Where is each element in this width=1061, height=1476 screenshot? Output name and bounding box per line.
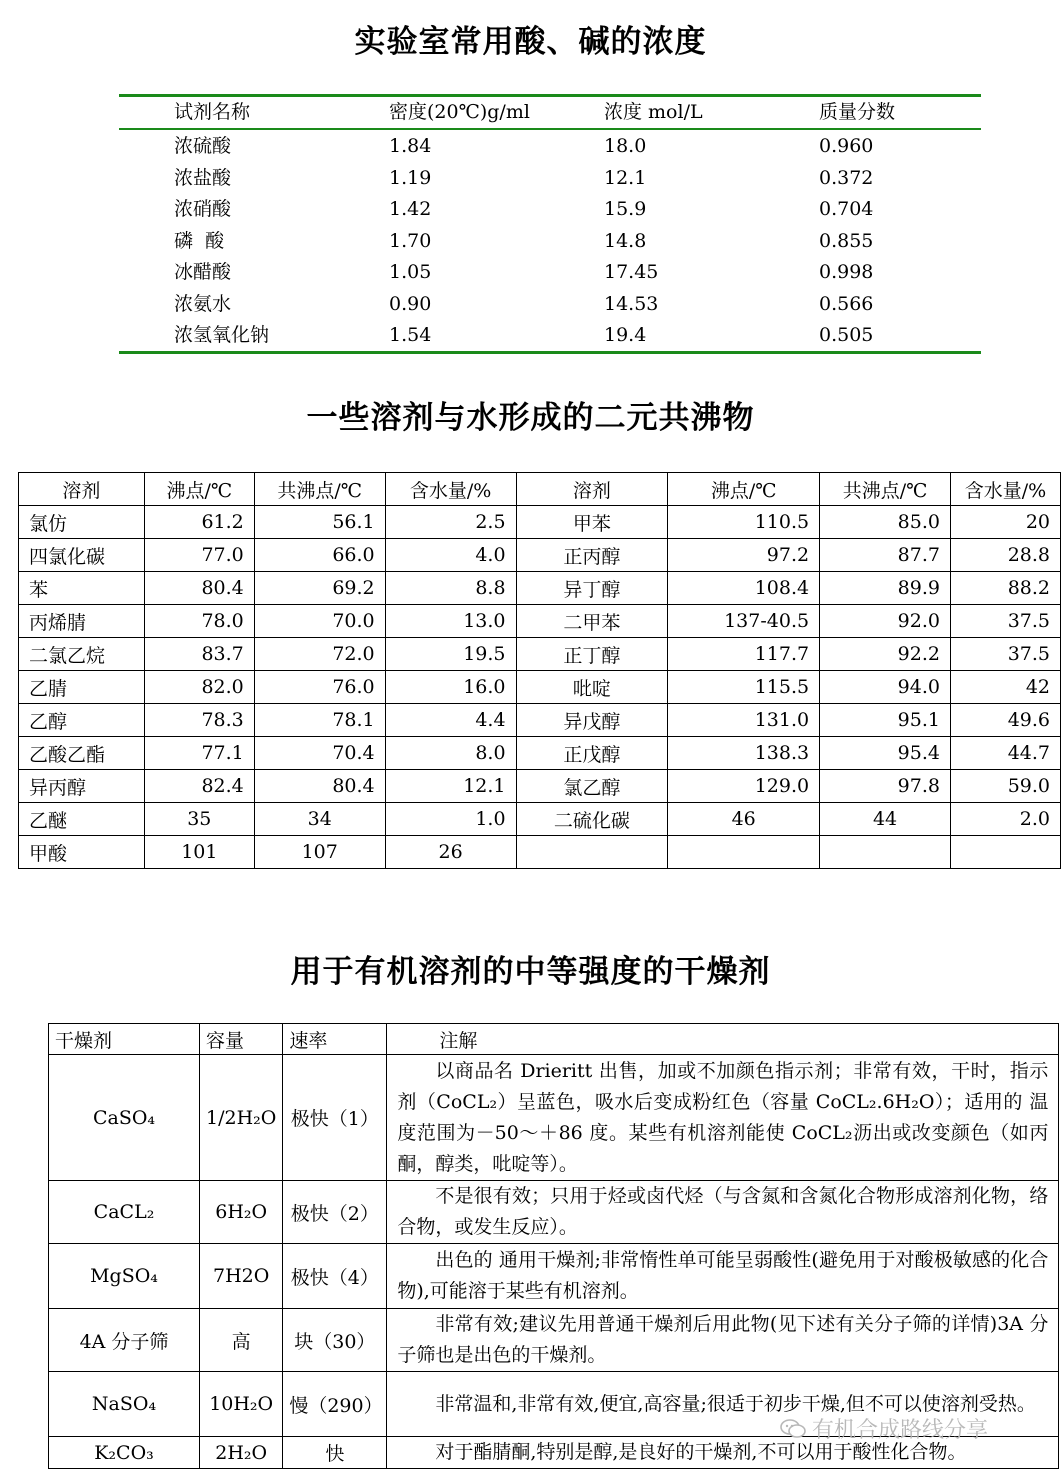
cell: 13.0 bbox=[385, 605, 516, 638]
table-row bbox=[119, 226, 981, 257]
table-row bbox=[49, 1181, 1059, 1244]
cell: 乙醇 bbox=[19, 704, 145, 737]
table-row bbox=[19, 803, 1061, 836]
cell: 12.1 bbox=[385, 770, 516, 803]
cell-agent: K₂CO₃ bbox=[49, 1437, 200, 1469]
cell-note bbox=[387, 1309, 1059, 1372]
cell-agent: NaSO₄ bbox=[49, 1372, 200, 1437]
cell: 15.9 bbox=[604, 198, 647, 220]
table-row bbox=[119, 131, 981, 162]
cell: 丙烯腈 bbox=[19, 605, 145, 638]
header-cell: 共沸点/℃ bbox=[820, 473, 951, 506]
cell: 乙腈 bbox=[19, 671, 145, 704]
cell-rate: 块（30） bbox=[283, 1309, 387, 1372]
cell: 12.1 bbox=[604, 167, 647, 189]
cell-rate: 极快（1） bbox=[283, 1055, 387, 1181]
cell: 97.8 bbox=[820, 770, 951, 803]
cell: 1.05 bbox=[389, 261, 432, 283]
table-row bbox=[19, 572, 1061, 605]
cell-rate: 快 bbox=[283, 1437, 387, 1469]
azeotrope-table bbox=[18, 472, 1061, 869]
cell: 异戊醇 bbox=[516, 704, 668, 737]
cell: 1.84 bbox=[389, 135, 432, 157]
note-text: 非常有效;建议先用普通干燥剂后用此物(见下述有关分子筛的详情)3A 分子筛也是出色的干燥剂。 bbox=[397, 1313, 1049, 1366]
table-row bbox=[119, 194, 981, 225]
drying-agent-table bbox=[48, 1023, 1059, 1469]
cell: 14.53 bbox=[604, 293, 659, 315]
cell: 37.5 bbox=[950, 638, 1060, 671]
cell: 92.2 bbox=[820, 638, 951, 671]
header-cell: 干燥剂 bbox=[49, 1024, 200, 1055]
cell-rate: 极快（4） bbox=[283, 1244, 387, 1309]
table-row bbox=[49, 1309, 1059, 1372]
cell: 101 bbox=[144, 836, 254, 869]
cell: 17.45 bbox=[604, 261, 659, 283]
cell: 137-40.5 bbox=[668, 605, 820, 638]
cell: 正戊醇 bbox=[516, 737, 668, 770]
cell: 异丙醇 bbox=[19, 770, 145, 803]
cell: 77.1 bbox=[144, 737, 254, 770]
cell: 76.0 bbox=[254, 671, 385, 704]
cell: 二硫化碳 bbox=[516, 803, 668, 836]
cell: 乙酸乙酯 bbox=[19, 737, 145, 770]
cell: 49.6 bbox=[950, 704, 1060, 737]
cell: 131.0 bbox=[668, 704, 820, 737]
cell: 87.7 bbox=[820, 539, 951, 572]
cell-capacity: 7H2O bbox=[200, 1244, 283, 1309]
cell: 4.0 bbox=[385, 539, 516, 572]
table-row bbox=[49, 1244, 1059, 1309]
cell: 42 bbox=[950, 671, 1060, 704]
cell: 77.0 bbox=[144, 539, 254, 572]
cell: 浓硫酸 bbox=[174, 135, 232, 157]
cell: 56.1 bbox=[254, 506, 385, 539]
table-header-row bbox=[49, 1024, 1059, 1055]
cell: 35 bbox=[144, 803, 254, 836]
header-cell: 速率 bbox=[283, 1024, 387, 1055]
table-row bbox=[19, 506, 1061, 539]
cell: 92.0 bbox=[820, 605, 951, 638]
cell bbox=[516, 836, 668, 869]
cell: 70.4 bbox=[254, 737, 385, 770]
cell: 110.5 bbox=[668, 506, 820, 539]
table-row bbox=[19, 638, 1061, 671]
header-cell: 含水量/% bbox=[950, 473, 1060, 506]
cell: 129.0 bbox=[668, 770, 820, 803]
cell: 浓氢氧化钠 bbox=[174, 324, 270, 346]
table-header-row bbox=[19, 473, 1061, 506]
watermark bbox=[780, 1413, 988, 1444]
table-rule bbox=[119, 128, 981, 130]
cell: 19.4 bbox=[604, 324, 647, 346]
cell: 59.0 bbox=[950, 770, 1060, 803]
cell: 0.998 bbox=[819, 261, 874, 283]
cell: 26 bbox=[385, 836, 516, 869]
cell: 0.505 bbox=[819, 324, 874, 346]
cell-note bbox=[387, 1055, 1059, 1181]
note-text: 不是很有效；只用于烃或卤代烃（与含氮和含氮化合物形成溶剂化物，络合物，或发生反应）。 bbox=[397, 1185, 1049, 1238]
cell-agent: MgSO₄ bbox=[49, 1244, 200, 1309]
table-row bbox=[119, 289, 981, 320]
cell: 浓盐酸 bbox=[174, 167, 232, 189]
cell: 115.5 bbox=[668, 671, 820, 704]
cell-capacity: 6H₂O bbox=[200, 1181, 283, 1244]
table-rule bbox=[119, 351, 981, 354]
cell: 70.0 bbox=[254, 605, 385, 638]
watermark-text: 有机合成路线分享 bbox=[812, 1418, 989, 1443]
section2-title: 一些溶剂与水形成的二元共沸物 bbox=[306, 400, 755, 436]
cell: 16.0 bbox=[385, 671, 516, 704]
cell: 107 bbox=[254, 836, 385, 869]
cell: 浓氨水 bbox=[174, 293, 232, 315]
table-row bbox=[19, 836, 1061, 869]
section3-title: 用于有机溶剂的中等强度的干燥剂 bbox=[290, 954, 771, 990]
cell: 8.0 bbox=[385, 737, 516, 770]
cell: 0.372 bbox=[819, 167, 874, 189]
acid-base-table bbox=[119, 94, 981, 356]
note-text: 以商品名 Drieritt 出售，加或不加颜色指示剂；非常有效，干时，指示剂（CoCL₂）呈蓝色，吸水后变成粉红色（容量 CoCL₂.6H₂O）；适用的 温度范围为－50～＋86 度。某些有机溶剂能使 CoCL₂沥出或改变颜色（如丙酮，醇类，吡啶等）。 bbox=[397, 1059, 1049, 1175]
cell-capacity: 高 bbox=[200, 1309, 283, 1372]
cell: 0.704 bbox=[819, 198, 874, 220]
cell-note bbox=[387, 1244, 1059, 1309]
cell bbox=[820, 836, 951, 869]
cell: 89.9 bbox=[820, 572, 951, 605]
header-cell: 共沸点/℃ bbox=[254, 473, 385, 506]
cell: 氯仿 bbox=[19, 506, 145, 539]
table-row bbox=[49, 1055, 1059, 1181]
cell: 18.0 bbox=[604, 135, 647, 157]
cell: 2.0 bbox=[950, 803, 1060, 836]
cell: 二甲苯 bbox=[516, 605, 668, 638]
header-cell: 沸点/℃ bbox=[668, 473, 820, 506]
cell: 97.2 bbox=[668, 539, 820, 572]
cell-agent: 4A 分子筛 bbox=[49, 1309, 200, 1372]
table-row bbox=[19, 671, 1061, 704]
cell: 8.8 bbox=[385, 572, 516, 605]
cell: 78.1 bbox=[254, 704, 385, 737]
cell: 72.0 bbox=[254, 638, 385, 671]
table-header-row bbox=[119, 97, 981, 128]
cell: 138.3 bbox=[668, 737, 820, 770]
cell: 2.5 bbox=[385, 506, 516, 539]
cell: 正丁醇 bbox=[516, 638, 668, 671]
section1-title: 实验室常用酸、碱的浓度 bbox=[354, 24, 707, 60]
cell: 0.855 bbox=[819, 230, 874, 252]
header-cell: 沸点/℃ bbox=[144, 473, 254, 506]
cell: 80.4 bbox=[254, 770, 385, 803]
header-cell: 容量 bbox=[200, 1024, 283, 1055]
cell-agent: CaCL₂ bbox=[49, 1181, 200, 1244]
cell-note bbox=[387, 1181, 1059, 1244]
cell: 80.4 bbox=[144, 572, 254, 605]
cell: 1.42 bbox=[389, 198, 432, 220]
cell: 甲酸 bbox=[19, 836, 145, 869]
cell: 61.2 bbox=[144, 506, 254, 539]
cell: 78.3 bbox=[144, 704, 254, 737]
cell-agent: CaSO₄ bbox=[49, 1055, 200, 1181]
cell-rate: 极快（2） bbox=[283, 1181, 387, 1244]
cell: 1.0 bbox=[385, 803, 516, 836]
cell: 94.0 bbox=[820, 671, 951, 704]
cell-capacity: 1/2H₂O bbox=[200, 1055, 283, 1181]
cell: 117.7 bbox=[668, 638, 820, 671]
cell: 浓硝酸 bbox=[174, 198, 232, 220]
cell: 0.960 bbox=[819, 135, 874, 157]
table-row bbox=[19, 737, 1061, 770]
table-row bbox=[19, 704, 1061, 737]
cell: 83.7 bbox=[144, 638, 254, 671]
note-text: 对于酯腈酮,特别是醇,是良好的干燥剂,不可以用于酸性化合物。 bbox=[435, 1441, 967, 1463]
cell: 82.4 bbox=[144, 770, 254, 803]
cell: 1.19 bbox=[389, 167, 432, 189]
header-cell: 含水量/% bbox=[385, 473, 516, 506]
header-cell: 试剂名称 bbox=[174, 101, 251, 123]
header-cell: 溶剂 bbox=[19, 473, 145, 506]
cell: 44 bbox=[820, 803, 951, 836]
cell: 1.70 bbox=[389, 230, 432, 252]
cell-capacity: 10H₂O bbox=[200, 1372, 283, 1437]
cell: 28.8 bbox=[950, 539, 1060, 572]
cell: 磷 酸 bbox=[174, 230, 225, 252]
cell: 二氯乙烷 bbox=[19, 638, 145, 671]
cell: 四氯化碳 bbox=[19, 539, 145, 572]
table-row bbox=[19, 539, 1061, 572]
cell: 78.0 bbox=[144, 605, 254, 638]
cell: 正丙醇 bbox=[516, 539, 668, 572]
cell: 66.0 bbox=[254, 539, 385, 572]
header-cell: 注解 bbox=[387, 1024, 1059, 1055]
cell: 108.4 bbox=[668, 572, 820, 605]
cell: 吡啶 bbox=[516, 671, 668, 704]
cell: 甲苯 bbox=[516, 506, 668, 539]
note-text: 非常温和,非常有效,便宜,高容量;很适于初步干燥,但不可以使溶剂受热。 bbox=[435, 1392, 1036, 1415]
cell: 20 bbox=[950, 506, 1060, 539]
cell: 4.4 bbox=[385, 704, 516, 737]
cell: 苯 bbox=[19, 572, 145, 605]
cell bbox=[668, 836, 820, 869]
header-cell: 密度(20℃)g/ml bbox=[389, 101, 530, 123]
cell: 氯乙醇 bbox=[516, 770, 668, 803]
cell: 95.4 bbox=[820, 737, 951, 770]
cell: 85.0 bbox=[820, 506, 951, 539]
cell: 37.5 bbox=[950, 605, 1060, 638]
table-row bbox=[119, 320, 981, 351]
cell: 异丁醇 bbox=[516, 572, 668, 605]
header-cell: 质量分数 bbox=[819, 101, 896, 123]
header-cell: 溶剂 bbox=[516, 473, 668, 506]
cell-capacity: 2H₂O bbox=[200, 1437, 283, 1469]
wechat-icon bbox=[780, 1418, 806, 1440]
cell: 19.5 bbox=[385, 638, 516, 671]
cell: 14.8 bbox=[604, 230, 647, 252]
cell: 0.90 bbox=[389, 293, 432, 315]
cell: 88.2 bbox=[950, 572, 1060, 605]
table-row bbox=[19, 605, 1061, 638]
table-row bbox=[119, 163, 981, 194]
cell: 82.0 bbox=[144, 671, 254, 704]
cell: 95.1 bbox=[820, 704, 951, 737]
cell: 69.2 bbox=[254, 572, 385, 605]
header-cell: 浓度 mol/L bbox=[604, 101, 703, 123]
note-text: 出色的 通用干燥剂;非常惰性单可能呈弱酸性(避免用于对酸极敏感的化合物),可能溶于某些有机溶剂。 bbox=[397, 1249, 1049, 1302]
table-row bbox=[19, 770, 1061, 803]
cell: 冰醋酸 bbox=[174, 261, 232, 283]
cell: 44.7 bbox=[950, 737, 1060, 770]
cell: 46 bbox=[668, 803, 820, 836]
table-row bbox=[119, 257, 981, 288]
cell bbox=[950, 836, 1060, 869]
cell: 乙醚 bbox=[19, 803, 145, 836]
cell: 0.566 bbox=[819, 293, 874, 315]
cell: 1.54 bbox=[389, 324, 432, 346]
cell-rate: 慢（290） bbox=[283, 1372, 387, 1437]
cell: 34 bbox=[254, 803, 385, 836]
